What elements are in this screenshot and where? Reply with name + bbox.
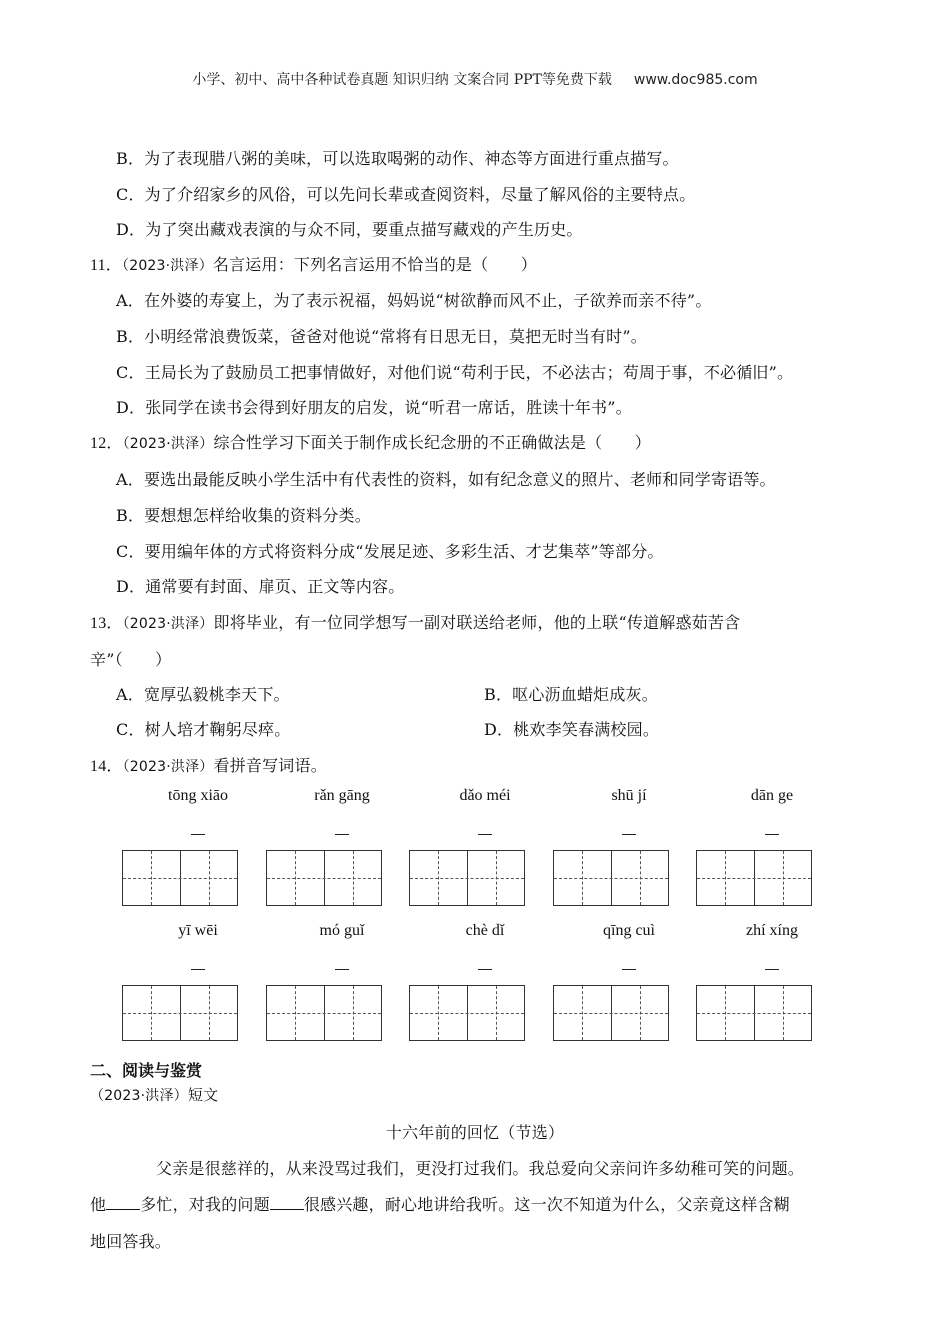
question-source: （2023·洪泽） <box>122 759 214 775</box>
q13-option-c: C．树人培才鞠躬尽瘁。 <box>116 720 291 739</box>
passage-paragraph-3: 地回答我。 <box>90 1232 172 1251</box>
q11-option-b: B．小明经常浪费饭菜，爸爸对他说“常将有日思无日，莫把无时当有时”。 <box>116 327 647 346</box>
passage-label: 短文 <box>187 1086 219 1104</box>
q14-stem <box>90 753 327 776</box>
q12-option-d: D．通常要有封面、扉页、正文等内容。 <box>116 577 405 596</box>
pinyin-label: yī wēi <box>178 922 218 939</box>
pinyin-label: shū jí <box>611 787 647 804</box>
q12-stem <box>90 430 651 453</box>
question-source: （2023·洪泽） <box>122 616 214 632</box>
q13-stem-cont: 辛”（ ） <box>90 650 172 669</box>
question-text: 看拼音写词语。 <box>213 756 327 775</box>
dash-mark: — <box>191 825 205 841</box>
dash-mark: — <box>335 825 349 841</box>
section-heading: 二、阅读与鉴赏 <box>90 1061 203 1080</box>
q13-option-a: A．宽厚弘毅桃李天下。 <box>116 685 290 704</box>
passage-text: 很感兴趣，耐心地讲给我听。这一次不知道为什么，父亲竟这样含糊 <box>303 1195 790 1214</box>
dash-mark: — <box>478 825 492 841</box>
pinyin-label: qīng cuì <box>603 922 655 939</box>
q11-option-a: A．在外婆的寿宴上，为了表示祝福，妈妈说“树欲静而风不止，子欲养而亲不待”。 <box>116 291 712 310</box>
page-header <box>0 69 950 89</box>
question-source: （2023·洪泽） <box>122 436 214 452</box>
dash-mark: — <box>478 960 492 976</box>
pinyin-label: chè dǐ <box>465 922 505 939</box>
writing-grid[interactable] <box>122 850 238 906</box>
question-number: 11． <box>90 257 123 274</box>
dash-mark: — <box>622 960 636 976</box>
q10-option-c: C．为了介绍家乡的风俗，可以先问长辈或查阅资料，尽量了解风俗的主要特点。 <box>116 185 696 204</box>
question-text: 名言运用：下列名言运用不恰当的是（ ） <box>212 255 537 274</box>
dash-mark: — <box>765 960 779 976</box>
passage-paragraph-2 <box>90 1192 790 1215</box>
fill-blank[interactable] <box>106 1195 140 1210</box>
writing-grid[interactable] <box>553 985 669 1041</box>
writing-grid[interactable] <box>266 850 382 906</box>
writing-grid[interactable] <box>409 850 525 906</box>
passage-source-line <box>90 1084 218 1105</box>
passage-text: 他 <box>90 1195 107 1214</box>
dash-mark: — <box>191 960 205 976</box>
question-source: （2023·洪泽） <box>122 258 213 274</box>
pinyin-label: rǎn gāng <box>314 787 370 804</box>
q11-stem <box>90 252 537 275</box>
passage-title: 十六年前的回忆（节选） <box>385 1123 565 1142</box>
dash-mark: — <box>335 960 349 976</box>
q12-option-a: A．要选出最能反映小学生活中有代表性的资料，如有纪念意义的照片、老师和同学寄语等。 <box>116 470 776 489</box>
dash-mark: — <box>765 825 779 841</box>
question-text: 综合性学习下面关于制作成长纪念册的不正确做法是（ ） <box>213 433 651 452</box>
writing-grid[interactable] <box>266 985 382 1041</box>
q13-option-d: D．桃欢李笑春满校园。 <box>484 720 660 739</box>
pinyin-label: zhí xíng <box>746 922 798 939</box>
pinyin-label: tōng xiāo <box>168 787 228 804</box>
question-text: 即将毕业，有一位同学想写一副对联送给老师，他的上联“传道解惑茹苦含 <box>213 613 741 632</box>
question-number: 14． <box>90 758 123 775</box>
passage-source: （2023·洪泽） <box>90 1088 188 1104</box>
question-number: 12． <box>90 435 123 452</box>
passage-text: 多忙，对我的问题 <box>140 1195 270 1214</box>
q13-stem <box>90 610 740 633</box>
q12-option-c: C．要用编年体的方式将资料分成“发展足迹、多彩生活、才艺集萃”等部分。 <box>116 542 664 561</box>
writing-grid[interactable] <box>553 850 669 906</box>
passage-paragraph-1: 父亲是很慈祥的，从来没骂过我们，更没打过我们。我总爱向父亲问许多幼稚可笑的问题。 <box>156 1159 805 1178</box>
dash-mark: — <box>622 825 636 841</box>
header-text: 小学、初中、高中各种试卷真题 知识归纳 文案合同 PPT等免费下载 <box>192 72 612 88</box>
header-site[interactable]: www.doc985.com <box>633 72 758 88</box>
writing-grid[interactable] <box>696 850 812 906</box>
writing-grid[interactable] <box>696 985 812 1041</box>
fill-blank[interactable] <box>270 1195 304 1210</box>
pinyin-label: dǎo méi <box>459 787 511 804</box>
question-number: 13． <box>90 615 123 632</box>
q11-option-d: D．张同学在读书会得到好朋友的启发，说“听君一席话，胜读十年书”。 <box>116 398 632 417</box>
q10-option-d: D．为了突出藏戏表演的与众不同，要重点描写藏戏的产生历史。 <box>116 220 583 239</box>
q12-option-b: B．要想想怎样给收集的资料分类。 <box>116 506 371 525</box>
q13-option-b: B．呕心沥血蜡炬成灰。 <box>484 685 658 704</box>
q11-option-c: C．王局长为了鼓励员工把事情做好，对他们说“苟利于民，不必法古；苟周于事，不必循旧”。 <box>116 363 794 382</box>
writing-grid[interactable] <box>409 985 525 1041</box>
writing-grid[interactable] <box>122 985 238 1041</box>
q10-option-b: B．为了表现腊八粥的美味，可以选取喝粥的动作、神态等方面进行重点描写。 <box>116 149 679 168</box>
pinyin-label: dān ge <box>750 787 794 804</box>
pinyin-label: mó guǐ <box>319 922 365 939</box>
